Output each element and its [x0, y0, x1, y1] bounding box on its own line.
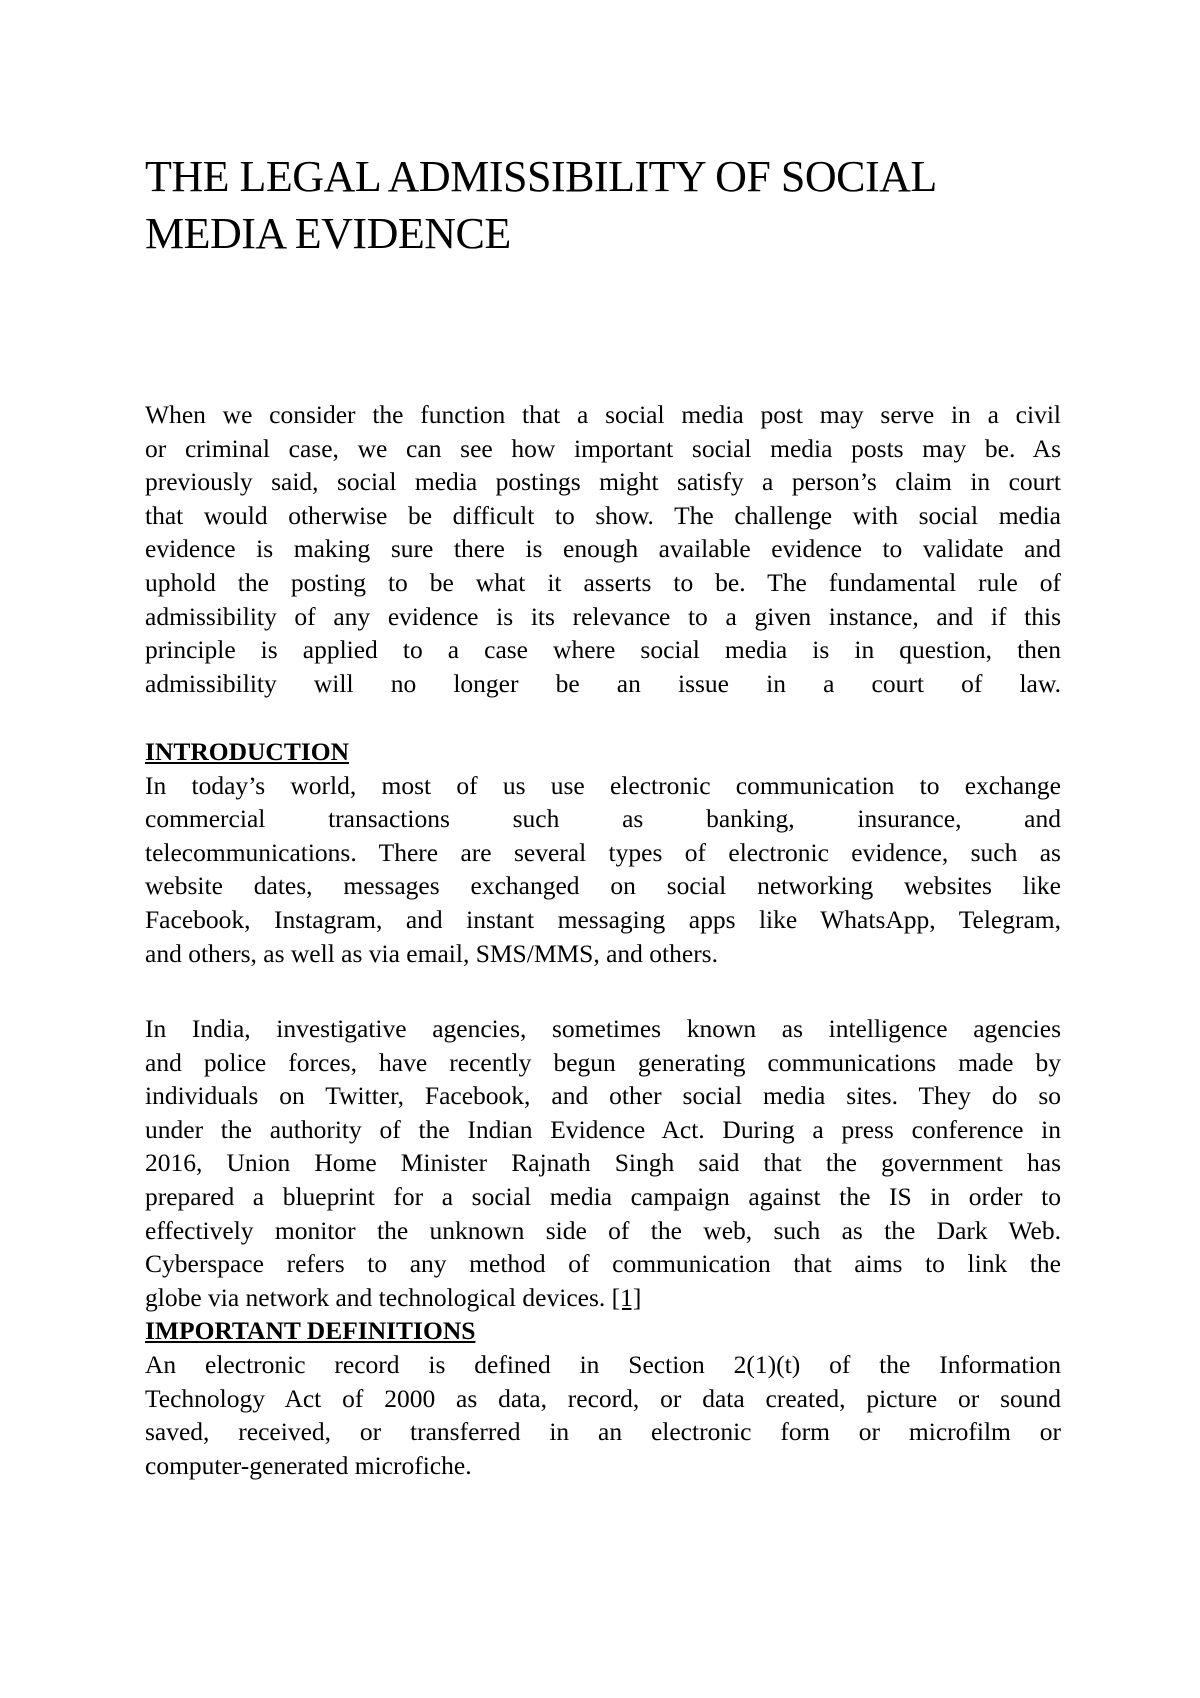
- intro-p1-line: In today’s world, most of us use electronic communication to exchange: [145, 770, 1061, 800]
- intro-p1-line: Facebook, Instagram, and instant messaging apps like WhatsApp, Telegram,: [145, 904, 1061, 934]
- abstract-line: principle is applied to a case where social media is in question, then: [145, 635, 1061, 665]
- intro-p2-line: effectively monitor the unknown side of the web, such as the Dark Web.: [145, 1215, 1061, 1245]
- title-line-1: THE LEGAL ADMISSIBILITY OF SOCIAL: [145, 152, 937, 201]
- abstract-line: admissibility of any evidence is its relevance to a given instance, and if this: [145, 601, 1061, 631]
- introduction-paragraph-2: [145, 1012, 1061, 1482]
- intro-p1-line: and others, as well as via email, SMS/MMS, and others.: [145, 938, 718, 968]
- intro-p2-line: prepared a blueprint for a social media campaign against the IS in order to: [145, 1181, 1061, 1211]
- intro-p1-line: telecommunications. There are several types of electronic evidence, such as: [145, 837, 1061, 867]
- document-title: [145, 148, 1075, 262]
- intro-p2-line: Cyberspace refers to any method of communication that aims to link the: [145, 1249, 1061, 1279]
- intro-p2-line: In India, investigative agencies, sometimes known as intelligence agencies: [145, 1014, 1061, 1043]
- definitions-line: computer-generated microfiche.: [145, 1450, 472, 1480]
- definitions-heading: IMPORTANT DEFINITIONS: [145, 1316, 476, 1346]
- intro-p2-last-line: [145, 1281, 1061, 1315]
- abstract-line: that would otherwise be difficult to show. The challenge with social media: [145, 500, 1061, 530]
- abstract-line: previously said, social media postings might satisfy a person’s claim in court: [145, 467, 1061, 497]
- intro-p1-line: website dates, messages exchanged on social networking websites like: [145, 871, 1061, 901]
- intro-p1-line: commercial transactions such as banking, insurance, and: [145, 804, 1061, 834]
- abstract-line: When we consider the function that a social media post may serve in a civil: [145, 400, 1061, 429]
- abstract-paragraph: [145, 398, 1061, 700]
- footnote-link[interactable]: [1]: [611, 1282, 642, 1312]
- intro-p2-line: 2016, Union Home Minister Rajnath Singh said that the government has: [145, 1148, 1061, 1178]
- intro-p2-last-line-text: globe via network and technological devices.: [145, 1282, 612, 1312]
- introduction-heading: INTRODUCTION: [145, 737, 350, 766]
- abstract-line: or criminal case, we can see how important social media posts may be. As: [145, 433, 1061, 463]
- definitions-line: saved, received, or transferred in an electronic form or microfilm or: [145, 1417, 1061, 1447]
- abstract-line: evidence is making sure there is enough available evidence to validate and: [145, 534, 1061, 564]
- definitions-line: Technology Act of 2000 as data, record, or data created, picture or sound: [145, 1383, 1061, 1413]
- intro-p2-line: under the authority of the Indian Evidence Act. During a press conference in: [145, 1114, 1061, 1144]
- intro-p2-line: individuals on Twitter, Facebook, and other social media sites. They do so: [145, 1081, 1061, 1111]
- abstract-line: admissibility will no longer be an issue in a court of law.: [145, 668, 1061, 698]
- title-line-2: MEDIA EVIDENCE: [145, 209, 511, 258]
- introduction-section: [145, 735, 1061, 970]
- abstract-line: uphold the posting to be what it asserts to be. The fundamental rule of: [145, 567, 1061, 597]
- intro-p2-line: and police forces, have recently begun generating communications made by: [145, 1047, 1061, 1077]
- definitions-line: An electronic record is defined in Section 2(1)(t) of the Information: [145, 1349, 1061, 1379]
